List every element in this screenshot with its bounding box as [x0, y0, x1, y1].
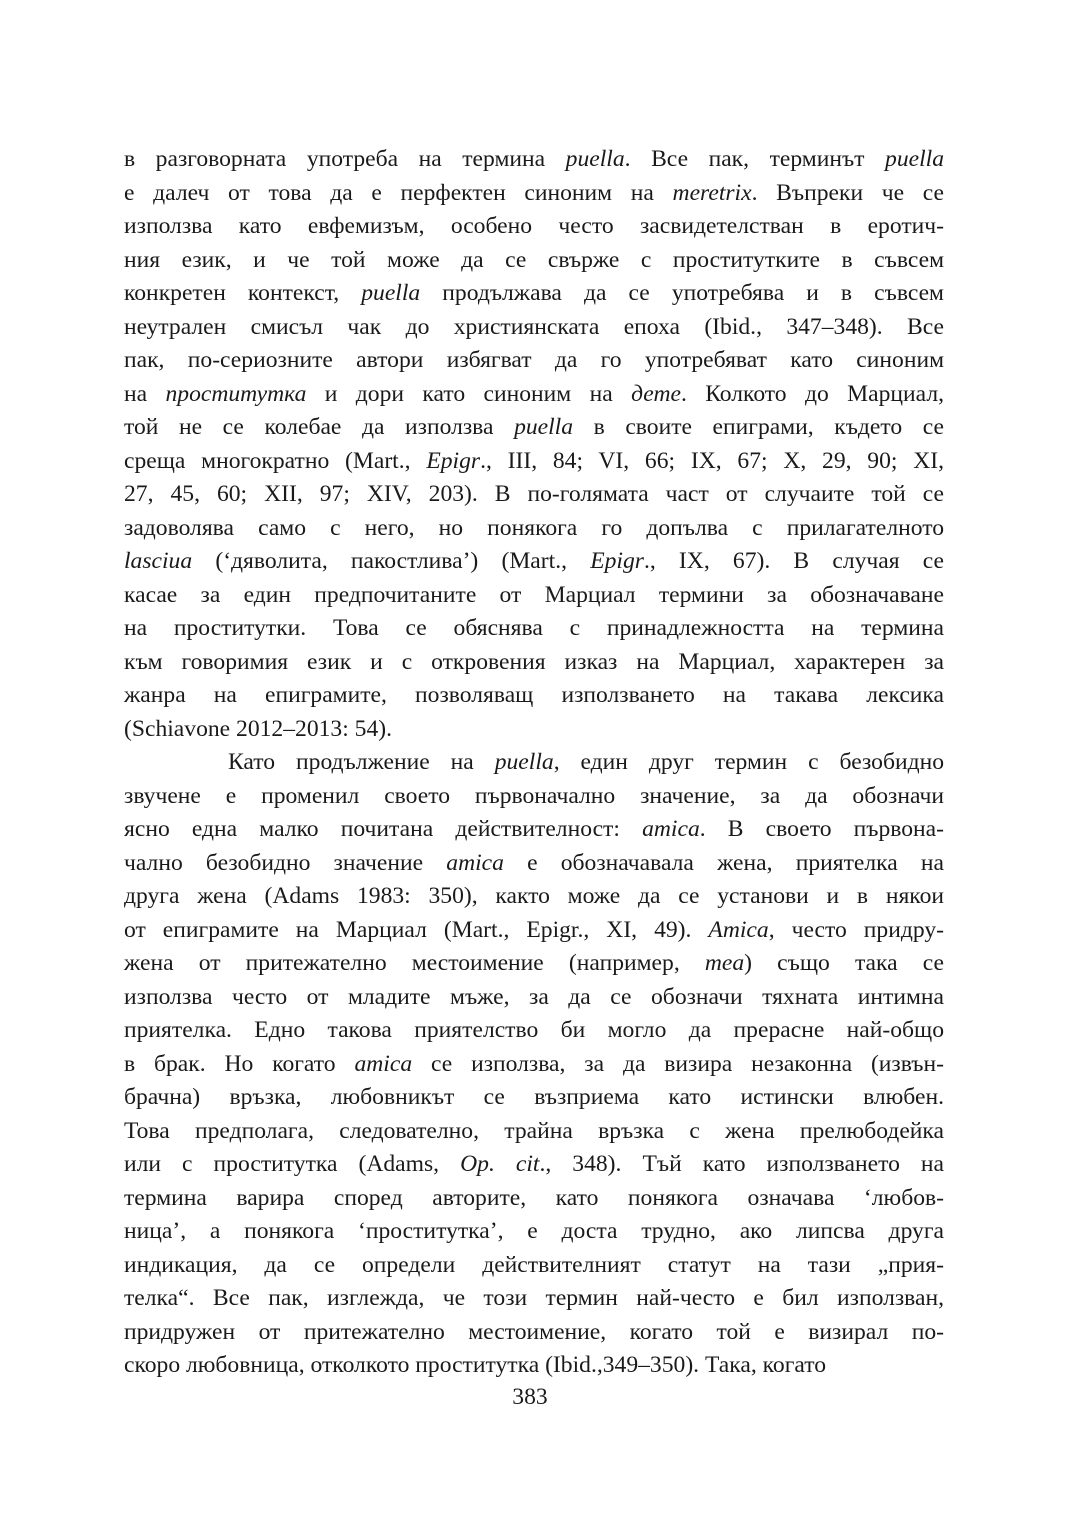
- text-line: чално безобидно значение amica е обозначавала жена, приятелка на: [124, 849, 944, 876]
- text-line: жена от притежателно местоимение (например, mea) също така се: [124, 950, 944, 976]
- text-line: 27, 45, 60; XII, 97; XIV, 203). В по-голямата част от случаите той се: [124, 481, 944, 507]
- text-line: от епиграмите на Марциал (Mart., Epigr., XI, 49). Amica, често придру-: [124, 916, 944, 943]
- text-line: използва често от младите мъже, за да се обозначи тяхната интимна: [124, 983, 944, 1010]
- text-line: в разговорната употреба на термина puella. Все пак, терминът puella: [124, 146, 945, 172]
- text-line: индикация, да се определи действителният статут на тази „прия-: [124, 1251, 944, 1278]
- text-line: към говоримия език и с откровения изказ на Марциал, характерен за: [124, 648, 944, 675]
- text-line: неутрален смисъл чак до християнската епоха (Ibid., 347–348). Все: [124, 313, 944, 340]
- text-line: lasciua (‘дяволита, пакостлива’) (Mart., Epigr., IX, 67). В случая се: [124, 548, 945, 574]
- text-line: задоволява само с него, но понякога го допълва с прилагателното: [124, 514, 944, 541]
- page-number: 383: [512, 1384, 548, 1410]
- text-line: брачна) връзка, любовникът се възприема като истински влюбен.: [124, 1084, 944, 1110]
- text-line: ния език, и че той може да се свърже с проститутките в съвсем: [124, 246, 944, 273]
- text-line: (Schiavone 2012–2013: 54).: [124, 715, 393, 742]
- text-line: друга жена (Adams 1983: 350), както може да се установи и в някои: [124, 883, 944, 909]
- text-line: среща многократно (Mart., Epigr., III, 84; VI, 66; IX, 67; X, 29, 90; XI,: [124, 447, 945, 474]
- text-line: конкретен контекст, puella продължава да се употребява и в съвсем: [124, 280, 944, 306]
- text-line: е далеч от това да е перфектен синоним на meretrix. Въпреки че се: [124, 179, 944, 206]
- text-line: на проститутка и дори като синоним на дете. Колкото до Марциал,: [124, 380, 945, 407]
- text-line: приятелка. Едно такова приятелство би могло да прерасне най-общо: [124, 1017, 944, 1043]
- text-line: Като продължение на puella, един друг термин с безобидно: [228, 749, 945, 775]
- text-line: телка“. Все пак, изглежда, че този термин най-често е бил използван,: [124, 1285, 944, 1311]
- text-line: в брак. Но когато amica се използва, за да визира незаконна (извън-: [124, 1050, 944, 1077]
- text-line: на проститутки. Това се обяснява с принадлежността на термина: [124, 615, 944, 641]
- text-line: Това предполага, следователно, трайна връзка с жена прелюбодейка: [124, 1117, 944, 1144]
- body-text: [124, 143, 944, 1383]
- text-line: придружен от притежателно местоимение, когато той е визирал по-: [124, 1318, 944, 1345]
- text-line: използва като евфемизъм, особено често засвидетелстван в еротич-: [124, 213, 944, 239]
- text-line: термина варира според авторите, като понякога означава ‘любов-: [124, 1184, 944, 1211]
- text-line: той не се колебае да използва puella в своите епиграми, където се: [124, 414, 944, 440]
- text-line: пак, по-сериозните автори избягват да го употребяват като синоним: [124, 347, 944, 373]
- text-line: ясно една малко почитана действителност: amica. В своето първона-: [124, 816, 944, 842]
- text-line: касае за един предпочитаните от Марциал термини за обозначаване: [124, 581, 944, 608]
- text-line: жанра на епиграмите, позволяващ използването на такава лексика: [124, 682, 944, 708]
- text-line: скоро любовница, отколкото проститутка (Ibid.,349–350). Така, когато: [124, 1352, 827, 1378]
- text-line: ница’, а понякога ‘проститутка’, е доста трудно, ако липсва друга: [124, 1218, 944, 1244]
- text-line: или с проститутка (Adams, Op. cit., 348). Тъй като използването на: [124, 1151, 945, 1177]
- text-line: звучене е променил своето първоначално значение, за да обозначи: [124, 782, 944, 809]
